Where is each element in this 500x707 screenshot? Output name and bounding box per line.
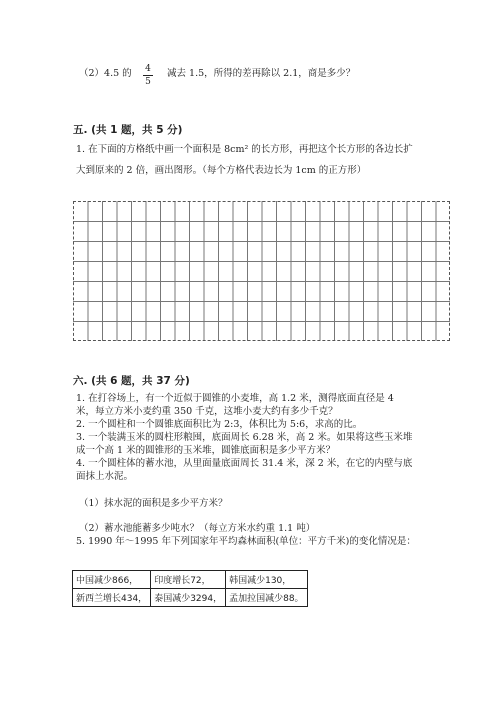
table-cell: 泰国减少3294， xyxy=(151,589,226,607)
fraction-numerator: 4 xyxy=(145,64,151,74)
section6-title: 六. (共 6 题，共 37 分) xyxy=(73,375,190,387)
table-cell: 中国减少866， xyxy=(73,571,151,589)
section6-q1-line2: 米，每立方米小麦约重 350 千克，这堆小麦大约有多少千克？ xyxy=(76,406,338,417)
section6-q1-line1: 1. 在打谷场上，有一个近似于圆锥的小麦堆，高 1.2 米，测得底面直径是 4 xyxy=(76,393,394,404)
section5-q1-line1: 1. 在下面的方格纸中画一个面积是 8cm² 的长方形，再把这个长方形的各边长扩 xyxy=(76,144,413,155)
table-cell: 新西兰增长434， xyxy=(73,589,151,607)
table-row xyxy=(73,589,308,607)
q2-suffix: 减去 1.5，所得的差再除以 2.1，商是多少？ xyxy=(167,68,356,79)
table-cell: 印度增长72， xyxy=(151,571,226,589)
table-cell: 孟加拉国减少88。 xyxy=(226,589,307,607)
table-row xyxy=(73,571,308,589)
fraction-bar xyxy=(143,75,153,76)
square-grid-paper xyxy=(73,201,450,341)
q2-fraction xyxy=(141,64,155,87)
section6-q5: 5. 1990 年～1995 年下列国家年平均森林面积(单位：平方千米)的变化情况是： xyxy=(76,536,416,547)
table-cell: 韩国减少130， xyxy=(226,571,307,589)
fraction-denominator: 5 xyxy=(145,77,151,87)
section6-q4-sub2: （2）蓄水池能蓄多少吨水？（每立方米水约重 1.1 吨） xyxy=(79,523,316,534)
forest-change-table xyxy=(72,570,308,607)
section6-q4-sub1: （1）抹水泥的面积是多少平方米？ xyxy=(79,498,228,509)
section6-q4-line2: 面抹上水泥。 xyxy=(76,471,134,482)
section6-q4-line1: 4. 一个圆柱体的蓄水池，从里面量底面周长 31.4 米，深 2 米，在它的内壁与底 xyxy=(76,458,413,469)
section5-q1-line2: 大到原来的 2 倍，画出图形。（每个方格代表边长为 1cm 的正方形） xyxy=(76,165,367,176)
section6-q3-line1: 3. 一个装满玉米的圆柱形粮囤，底面周长 6.28 米，高 2 米。如果将这些玉米堆 xyxy=(76,432,413,443)
q2-prefix: （2）4.5 的 xyxy=(79,68,132,79)
section5-title: 五. (共 1 题，共 5 分) xyxy=(73,124,183,136)
section6-q3-line2: 成一个高 1 米的圆锥形的玉米堆，圆锥底面积是多少平方米？ xyxy=(76,445,336,456)
section6-q2: 2. 一个圆柱和一个圆锥底面积比为 2:3，体积比为 5:6，求高的比。 xyxy=(76,419,363,430)
